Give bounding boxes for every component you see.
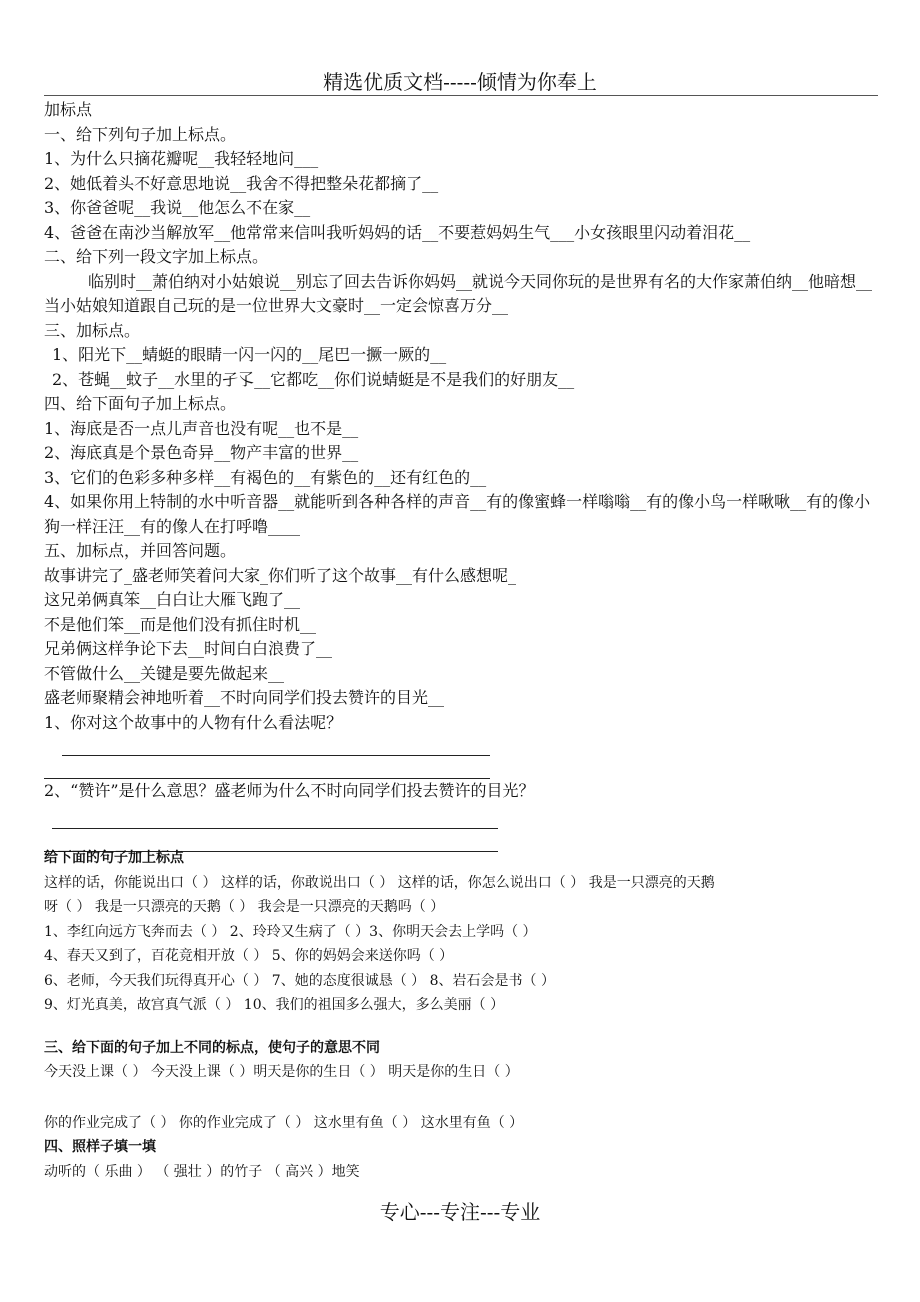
exercise-row: 动听的（ 乐曲 ） （ 强壮 ）的竹子 （ 高兴 ）地笑 [44, 1163, 360, 1180]
section2-heading: 二、给下列一段文字加上标点。 [44, 247, 269, 266]
question-1: 1、你对这个故事中的人物有什么看法呢？ [44, 712, 343, 732]
section3-heading: 三、加标点。 [44, 320, 141, 340]
exercise-row: 6、老师，今天我们玩得真开心（ ） 7、她的态度很诚恳（ ） 8、岩石会是书（ ） [44, 972, 555, 989]
section5-line: 兄弟俩这样争论下去__时间白白浪费了__ [44, 639, 333, 658]
section2-paragraph: 临别时__萧伯纳对小姑娘说__别忘了回去告诉你妈妈__就说今天同你玩的是世界有名的大作家萧伯纳__他暗想__当小姑娘知道跟自己玩的是一位世界大文豪时__一定会惊喜万分__ [44, 271, 873, 315]
section5-heading: 五、加标点，并回答问题。 [44, 541, 237, 560]
part3-heading: 三、给下面的句子加上不同的标点，使句子的意思不同 [44, 1039, 380, 1056]
section5-line: 这兄弟俩真笨__白白让大雁飞跑了__ [44, 590, 301, 609]
question-2: 2、“赞许”是什么意思？盛老师为什么不时向同学们投去赞许的目光？ [44, 781, 535, 800]
exercise-row: 呀（ ） 我是一只漂亮的天鹅（ ） 我会是一只漂亮的天鹅吗（ ） [44, 899, 445, 915]
worksheet-part2 [44, 846, 880, 1184]
section4-item: 3、它们的色彩多种多样__有褐色的__有紫色的__还有红色的__ [44, 467, 487, 487]
section1-item: 1、为什么只摘花瓣呢__我轻轻地问___ [44, 149, 319, 168]
section1-item: 4、爸爸在南沙当解放军__他常常来信叫我听妈妈的话__不要惹妈妈生气___小女孩眼里闪动着泪花__ [44, 222, 751, 242]
section5-line: 故事讲完了_盛老师笑着问大家_你们听了这个故事__有什么感想呢_ [44, 565, 517, 585]
exercise-row: 9、灯光真美，故宫真气派（ ） 10、我们的祖国多么强大，多么美丽（ ） [44, 997, 505, 1013]
exercise-row: 你的作业完成了（ ） 你的作业完成了（ ） 这水里有鱼（ ） 这水里有鱼（ ） [44, 1114, 524, 1131]
exercise-row: 今天没上课（ ） 今天没上课（ ）明天是你的生日（ ） 明天是你的生日（ ） [44, 1064, 519, 1080]
section5-line: 不是他们笨__而是他们没有抓住时机__ [44, 614, 317, 634]
section1-heading: 一、给下列句子加上标点。 [44, 124, 237, 144]
worksheet-title: 加标点 [44, 100, 93, 119]
worksheet-part1 [44, 98, 880, 852]
section3-item: 1、阳光下__蜻蜓的眼睛一闪一闪的__尾巴一撅一厥的__ [52, 345, 447, 364]
exercise-row: 这样的话，你能说出口（ ） 这样的话，你敢说出口（ ） 这样的话，你怎么说出口（ ） 我是一只漂亮的天鹅 [44, 874, 715, 891]
section4-item: 2、海底真是个景色奇异__物产丰富的世界__ [44, 443, 359, 462]
section5-line: 不管做什么__关键是要先做起来__ [44, 663, 285, 683]
section3-item: 2、苍蝇__蚊子__水里的孑孓__它都吃__你们说蜻蜓是不是我们的好朋友__ [52, 369, 575, 389]
section4-heading: 四、给下面句子加上标点。 [44, 394, 237, 413]
exercise-row: 1、李红向远方飞奔而去（ ） 2、玲玲又生病了（ ）3、你明天会去上学吗（ ） [44, 923, 537, 940]
section1-item: 3、你爸爸呢__我说__他怎么不在家__ [44, 198, 311, 217]
section1-item: 2、她低着头不好意思地说__我舍不得把整朵花都摘了__ [44, 173, 439, 193]
part4-heading: 四、照样子填一填 [44, 1139, 156, 1155]
section4-item: 1、海底是否一点儿声音也没有呢__也不是__ [44, 418, 359, 438]
section5-line: 盛老师聚精会神地听着__不时向同学们投去赞许的目光__ [44, 688, 445, 707]
part2-heading: 给下面的句子加上标点 [44, 850, 184, 866]
page-header: 精选优质文档-----倾情为你奉上 [323, 70, 597, 94]
section4-item: 4、如果你用上特制的水中听音器__就能听到各种各样的声音__有的像蜜蜂一样嗡嗡__有的像小鸟一样啾啾__有的像小狗一样汪汪__有的像人在打呼噜____ [44, 492, 871, 536]
page-footer: 专心---专注---专业 [379, 1200, 541, 1224]
header-divider [44, 95, 878, 96]
exercise-row: 4、春天又到了，百花竞相开放（ ） 5、你的妈妈会来送你吗（ ） [44, 948, 454, 964]
